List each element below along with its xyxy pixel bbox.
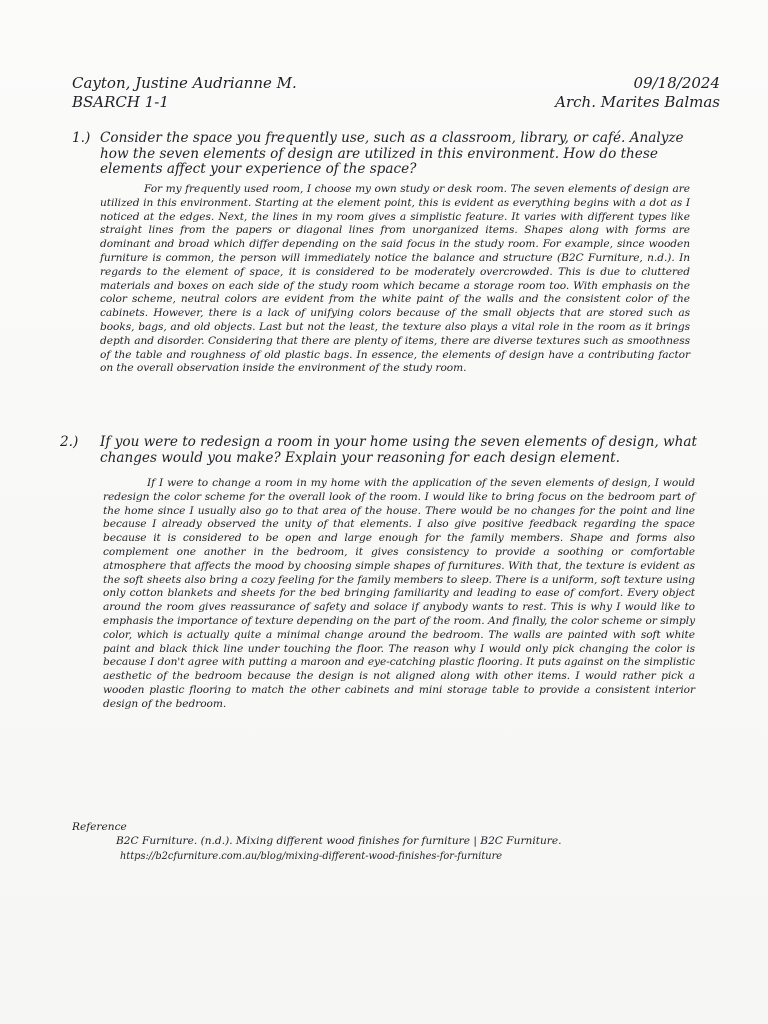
section-label: BSARCH 1-1	[72, 93, 169, 111]
header-left	[72, 74, 402, 112]
question-2-prompt: If you were to redesign a room in your home using the seven elements of design, what changes would you make? Explain your reasoning for each design element.	[100, 434, 697, 466]
answer-1	[100, 183, 690, 376]
student-name: Cayton, Justine Audrianne M.	[72, 74, 297, 92]
reference-entry	[116, 834, 676, 864]
question-1	[72, 131, 712, 178]
reference-url: https://b2cfurniture.com.au/blog/mixing-different-wood-finishes-for-furniture	[120, 851, 503, 862]
instructor-name: Arch. Marites Balmas	[555, 93, 720, 111]
answer-2	[103, 477, 695, 712]
reference-heading: Reference	[72, 821, 127, 833]
question-1-prompt: Consider the space you frequently use, such as a classroom, library, or café. Analyze how the seven elements of design are utilized in this environment. How do these elements affect your experience of the space?	[100, 130, 684, 178]
question-2-number: 2.)	[60, 434, 79, 450]
answer-1-text: For my frequently used room, I choose my own study or desk room. The seven elements of design are utilized in this environment. Starting at the element point, this is evident as everything begins with a dot as I noticed at the edges. Next, the lines in my room gives a simplistic feature. It varies with different types like straight lines from the papers or diagonal lines from unorganized items. Shapes along with forms are dominant and broad which differ depending on the said focus in the study room. For example, since wooden furniture is common, the person will immediately notice the balance and structure (B2C Furniture, n.d.). In regards to the element of space, it is considered to be moderately overcrowded. This is due to cluttered materials and boxes on each side of the study room which became a storage room too. With emphasis on the color scheme, neutral colors are evident from the white paint of the walls and the consistent color of the cabinets. However, there is a lack of unifying colors because of the small objects that are stored such as books, bags, and old objects. Last but not the least, the texture also plays a vital role in the room as it brings depth and disorder. Considering that there are plenty of items, there are diverse textures such as smoothness of the table and roughness of old plastic bags. In essence, the elements of design have a contributing factor on the overall observation inside the environment of the study room.	[100, 183, 690, 375]
header-right	[520, 74, 720, 112]
answer-2-text: If I were to change a room in my home with the application of the seven elements of design, I would redesign the color scheme for the overall look of the room. I would like to bring focus on the bedroom part of the home since I usually also go to that area of the house. There would be no changes for the point and line because I already observed the unity of that elements. I also give positive feedback regarding the space because it is considered to be open and large enough for the family members. Shape and forms also complement one another in the bedroom, it gives consistency to provide a soothing or comfortable atmosphere that affects the mood by choosing simple shapes of furnitures. With that, the texture is evident as the soft sheets also bring a cozy feeling for the family members to sleep. There is a uniform, soft texture using only cotton blankets and sheets for the bed bringing familiarity and leading to ease of comfort. Every object around the room gives reassurance of safety and solace if anybody wants to rest. This is why I would like to emphasis the importance of texture depending on the part of the room. And finally, the color scheme or simply color, which is actually quite a minimal change around the bedroom. The walls are painted with soft white paint and black thick line under touching the floor. The reason why I would only pick changing the color is because I don't agree with putting a maroon and eye-catching plastic flooring. It puts against on the simplistic aesthetic of the bedroom because the design is not aligned along with other items. I would rather pick a wooden plastic flooring to match the other cabinets and mini storage table to provide a consistent interior design of the bedroom.	[103, 477, 695, 710]
reference-citation: B2C Furniture. (n.d.). Mixing different wood finishes for furniture | B2C Furniture.	[116, 835, 562, 847]
question-2	[60, 435, 712, 466]
date: 09/18/2024	[633, 74, 720, 92]
question-1-number: 1.)	[72, 130, 91, 146]
